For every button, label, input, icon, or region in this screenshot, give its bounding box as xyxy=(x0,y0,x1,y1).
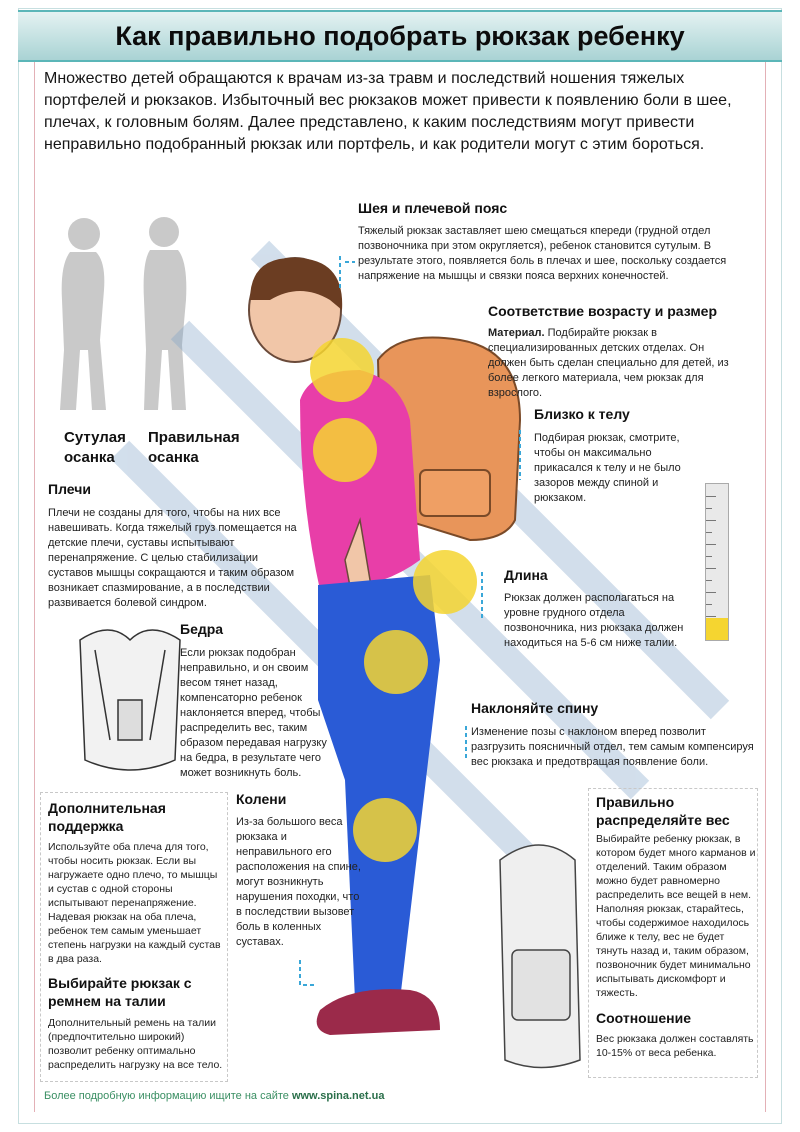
close-text: Подбирая рюкзак, смотрите, чтобы он максимально прикасался к телу и не было зазоров между спиной и рюкзаком. xyxy=(534,432,681,504)
support-text: Используйте оба плеча для того, чтобы носить рюкзак. Если вы нагружаете одно плечо, то мышцы и сустав с одной стороны испытывают перенапряжение. Надевая рюкзак на оба плеча, ребенок тем самым уменьшает степень нагрузки на каждый сустав в два раза. xyxy=(48,841,221,965)
footer-text: Более подробную информацию ищите на сайте xyxy=(44,1090,292,1102)
page-title: Как правильно подобрать рюкзак ребенку xyxy=(115,20,685,51)
intro-text: Множество детей обращаются к врачам из-за травм и последствий ношения тяжелых портфелей и рюкзаков. Избыточный вес рюкзаков может привести к появлению боли в шее, плечах, к головным болям. Далее представлено, к каким последствиям могут привести неправильно подобранный рюкзак или портфель, и как родители могут с этим бороться. xyxy=(44,70,732,153)
support-title: Дополнительная поддержка xyxy=(48,800,166,834)
straps-sketch xyxy=(80,630,180,770)
length-text: Рюкзак должен располагаться на уровне грудного отдела позвоночника, низ рюкзака должен находиться на 5-6 см ниже талии. xyxy=(504,592,684,649)
shoulders-text: Плечи не созданы для того, чтобы на них все навешивать. Когда тяжелый груз помещается на детские плечи, суставы испытывают перенапряжение. С целью стабилизации суставов мышцы сокращаются и таким образом возникает спазмирование, а в последствии развивается болевой синдром. xyxy=(48,507,297,609)
footer-link[interactable]: www.spina.net.ua xyxy=(291,1090,385,1102)
label-correct: Правильная осанка xyxy=(148,429,240,466)
age-title: Соответствие возрасту и размер xyxy=(488,303,718,319)
distribute-text: Выбирайте ребенку рюкзак, в котором будет много карманов и отделений. Таким образом можно будет равномерно распределить все вещей в нем. Наполняя рюкзак, старайтесь, чтобы содержимое находилось ближе к телу, вес не будет тянуть назад и, таким образом, позвоночник будет минимально испытывать дискомфорт и тяжесть. xyxy=(596,833,756,999)
correct-silhouette xyxy=(144,217,187,410)
footer xyxy=(44,1090,384,1102)
length-title: Длина xyxy=(504,567,548,583)
shoulders-title: Плечи xyxy=(48,481,91,497)
knees-text: Из-за большого веса рюкзака и неправильного его расположения на спине, могут возникнуть нарушения походки, что в последствии вызовет боль в коленных суставах. xyxy=(236,816,361,948)
bend-title: Наклоняйте спину xyxy=(471,700,599,716)
hips-text: Если рюкзак подобран неправильно, и он своим весом тянет назад, компенсаторно ребенок наклоняется вперед, чтобы распределить вес, таким образом передавая нагрузку на бедра, в результате чего может возникнуть боль. xyxy=(180,647,327,779)
bend-text: Изменение позы с наклоном вперед позволит разгрузить поясничный отдел, тем самым компенсируя вес рюкзака и предотвращая появление боли. xyxy=(471,726,754,768)
age-text xyxy=(488,326,738,401)
hips-title: Бедра xyxy=(180,621,224,637)
age-lead: Материал. xyxy=(488,327,545,339)
distribute-title: Правильно распределяйте вес xyxy=(596,794,730,828)
neck-text: Тяжелый рюкзак заставляет шею смещаться кпереди (грудной отдел позвоночника при этом округляется), ребенок становится сутулым. В результате этого, появляется боль в плечах и шее, поскольку создается напряжение на мышцы и связки пояса верхних конечностей. xyxy=(358,225,727,282)
ruler-highlight xyxy=(706,618,728,640)
slouch-silhouette xyxy=(60,218,106,410)
ratio-text: Вес рюкзака должен составлять 10-15% от веса ребенка. xyxy=(596,1033,754,1059)
neck-title: Шея и плечевой пояс xyxy=(358,200,508,216)
knees-title: Колени xyxy=(236,791,287,807)
ratio-title: Соотношение xyxy=(596,1010,692,1026)
belt-text: Дополнительный ремень на талии (предпочтительно широкий) позволит ребенку оптимально распределить нагрузку на все тело. xyxy=(48,1017,223,1071)
length-ruler xyxy=(705,483,729,641)
backpack-sketch xyxy=(500,845,580,1068)
belt-title: Выбирайте рюкзак с ремнем на талии xyxy=(48,975,192,1009)
label-slouch: Сутулая осанка xyxy=(64,429,126,466)
age-body: Подбирайте рюкзак в специализированных детских отделах. Он должен быть сделан специально для детей, из более легкого материала, чем рюкзак для взрослого. xyxy=(488,327,729,399)
close-title: Близко к телу xyxy=(534,406,630,422)
